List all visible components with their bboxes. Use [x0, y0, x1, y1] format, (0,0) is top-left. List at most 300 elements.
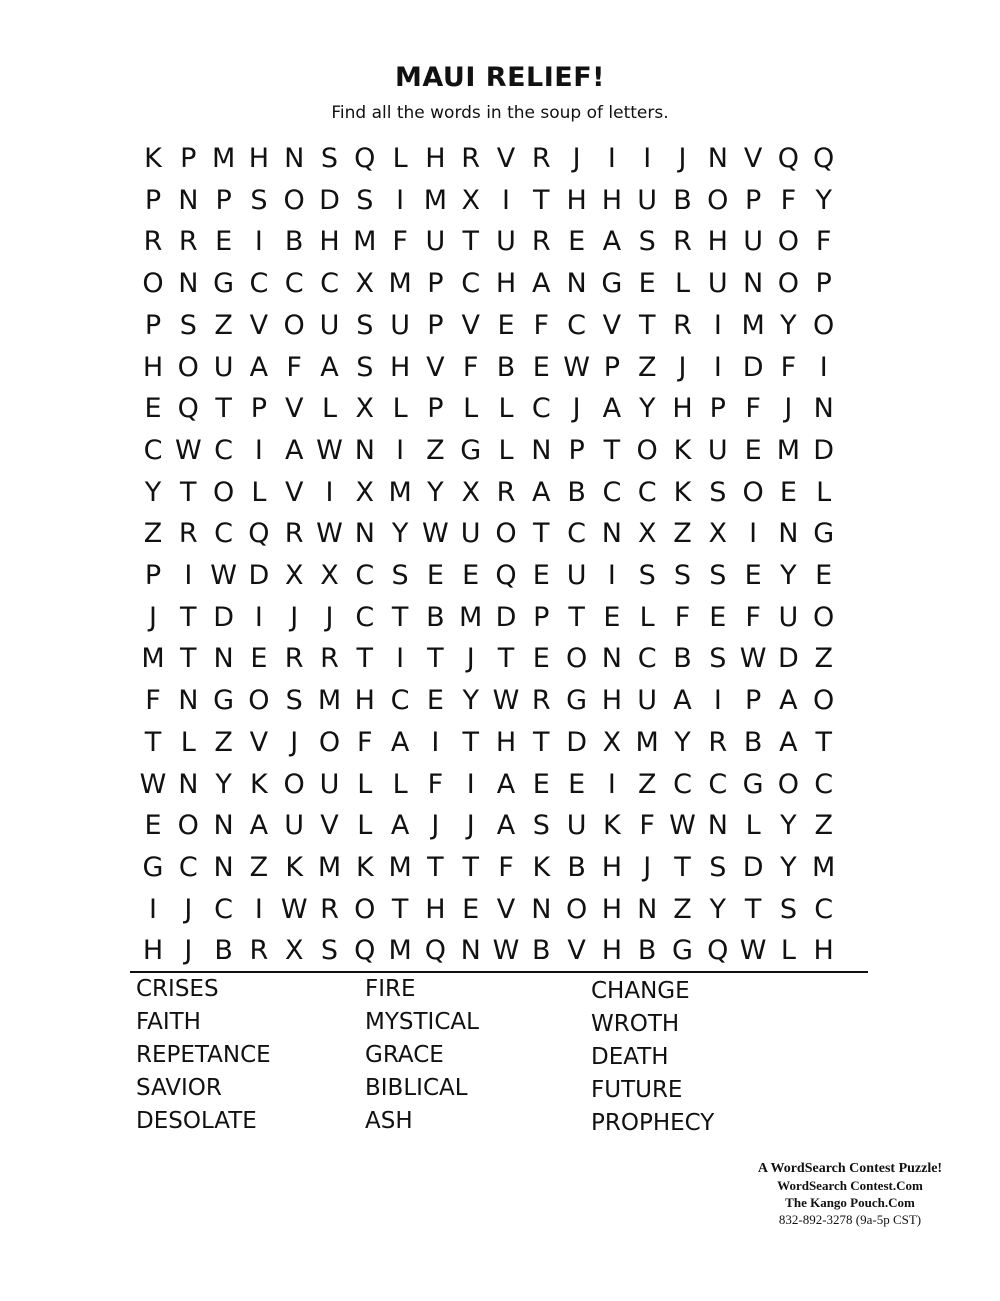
grid-cell[interactable]: W — [139, 768, 167, 800]
grid-cell[interactable]: N — [213, 810, 234, 842]
grid-cell[interactable]: Q — [495, 560, 517, 591]
grid-cell[interactable]: V — [461, 309, 480, 341]
grid-cell[interactable]: W — [563, 351, 590, 383]
grid-cell[interactable]: J — [572, 393, 581, 425]
grid-cell[interactable]: J — [290, 601, 299, 633]
grid-cell[interactable]: K — [603, 810, 621, 842]
grid-cell[interactable]: G — [213, 685, 235, 717]
grid-cell[interactable]: O — [813, 685, 835, 717]
grid-cell[interactable]: Q — [707, 935, 729, 967]
grid-cell[interactable]: I — [254, 434, 263, 466]
grid-cell[interactable]: I — [254, 226, 263, 258]
grid-cell[interactable]: P — [427, 268, 444, 300]
grid-cell[interactable]: W — [739, 643, 767, 675]
grid-cell[interactable]: A — [532, 476, 551, 508]
grid-cell[interactable]: M — [388, 851, 412, 883]
grid-cell[interactable]: W — [669, 810, 696, 842]
grid-cell[interactable]: E — [709, 601, 727, 633]
grid-cell[interactable]: Y — [709, 893, 727, 925]
grid-cell[interactable]: B — [673, 184, 692, 216]
grid-cell[interactable]: Q — [354, 935, 376, 967]
grid-cell[interactable]: A — [249, 810, 269, 842]
grid-cell[interactable]: R — [284, 643, 304, 675]
grid-cell[interactable]: V — [284, 393, 304, 425]
grid-cell[interactable]: A — [390, 726, 410, 758]
grid-cell[interactable]: J — [466, 643, 475, 675]
grid-cell[interactable]: E — [532, 768, 550, 800]
grid-cell[interactable]: D — [566, 726, 587, 758]
grid-cell[interactable]: E — [638, 268, 656, 300]
grid-cell[interactable]: Z — [214, 726, 233, 758]
grid-cell[interactable]: X — [320, 560, 339, 591]
grid-cell[interactable]: S — [532, 810, 550, 842]
grid-cell[interactable]: H — [601, 851, 623, 883]
grid-cell[interactable]: S — [638, 560, 656, 591]
grid-cell[interactable]: L — [392, 393, 408, 425]
grid-cell[interactable]: P — [744, 685, 762, 717]
grid-cell[interactable]: T — [497, 643, 515, 675]
grid-cell[interactable]: E — [426, 685, 444, 717]
grid-cell[interactable]: M — [635, 726, 659, 758]
grid-cell[interactable]: S — [673, 560, 692, 591]
grid-cell[interactable]: C — [355, 560, 375, 591]
grid-cell[interactable]: I — [466, 768, 475, 800]
grid-cell[interactable]: H — [601, 893, 623, 925]
grid-cell[interactable]: N — [637, 893, 658, 925]
grid-cell[interactable]: C — [814, 768, 834, 800]
grid-cell[interactable]: M — [141, 643, 165, 675]
grid-cell[interactable]: O — [318, 726, 341, 758]
grid-cell[interactable]: U — [707, 434, 728, 466]
grid-cell[interactable]: C — [673, 768, 692, 800]
grid-cell[interactable]: T — [533, 184, 550, 216]
grid-cell[interactable]: K — [532, 851, 551, 883]
grid-cell[interactable]: J — [643, 851, 652, 883]
grid-cell[interactable]: M — [776, 434, 801, 466]
grid-cell[interactable]: R — [143, 226, 163, 258]
grid-cell[interactable]: M — [211, 143, 236, 174]
grid-cell[interactable]: B — [426, 601, 445, 633]
grid-cell[interactable]: P — [427, 393, 444, 425]
grid-cell[interactable]: X — [355, 476, 375, 508]
grid-cell[interactable]: F — [780, 351, 797, 383]
grid-cell[interactable]: O — [177, 810, 199, 842]
grid-cell[interactable]: R — [284, 518, 304, 550]
grid-cell[interactable]: C — [637, 476, 657, 508]
grid-cell[interactable]: X — [637, 518, 657, 550]
grid-cell[interactable]: S — [779, 893, 797, 925]
grid-cell[interactable]: M — [459, 601, 483, 633]
grid-cell[interactable]: J — [184, 893, 193, 925]
grid-cell[interactable]: M — [741, 309, 765, 341]
grid-cell[interactable]: Q — [424, 935, 447, 967]
grid-cell[interactable]: N — [460, 935, 481, 967]
grid-cell[interactable]: S — [356, 351, 374, 383]
grid-cell[interactable]: S — [709, 476, 727, 508]
grid-cell[interactable]: G — [672, 935, 693, 967]
grid-cell[interactable]: V — [602, 309, 622, 341]
grid-cell[interactable]: F — [780, 184, 797, 216]
grid-cell[interactable]: Y — [144, 476, 162, 508]
grid-cell[interactable]: B — [496, 351, 516, 383]
grid-cell[interactable]: F — [639, 810, 655, 842]
grid-cell[interactable]: L — [639, 601, 655, 633]
grid-cell[interactable]: C — [214, 518, 234, 550]
grid-cell[interactable]: E — [144, 810, 162, 842]
grid-cell[interactable]: A — [390, 810, 410, 842]
grid-cell[interactable]: C — [320, 268, 339, 300]
grid-cell[interactable]: I — [607, 560, 616, 591]
grid-cell[interactable]: R — [673, 226, 692, 258]
grid-cell[interactable]: U — [460, 518, 481, 550]
grid-cell[interactable]: E — [144, 393, 162, 425]
grid-cell[interactable]: H — [142, 935, 164, 967]
grid-cell[interactable]: S — [320, 935, 339, 967]
grid-cell[interactable]: V — [320, 810, 339, 842]
grid-cell[interactable]: N — [213, 851, 234, 883]
grid-cell[interactable]: J — [184, 935, 193, 967]
grid-cell[interactable]: Q — [177, 393, 199, 425]
grid-cell[interactable]: S — [250, 184, 268, 216]
grid-cell[interactable]: I — [713, 309, 722, 341]
grid-cell[interactable]: H — [813, 935, 834, 967]
grid-cell[interactable]: O — [636, 434, 658, 466]
grid-cell[interactable]: L — [463, 393, 479, 425]
grid-cell[interactable]: S — [356, 309, 374, 341]
grid-cell[interactable]: E — [568, 226, 586, 258]
grid-cell[interactable]: F — [427, 768, 444, 800]
grid-cell[interactable]: B — [284, 226, 304, 258]
grid-cell[interactable]: L — [745, 810, 761, 842]
grid-cell[interactable]: K — [673, 476, 692, 508]
grid-cell[interactable]: L — [357, 768, 373, 800]
grid-cell[interactable]: A — [496, 768, 516, 800]
grid-cell[interactable]: S — [356, 184, 374, 216]
grid-cell[interactable]: T — [427, 643, 444, 675]
grid-cell[interactable]: F — [498, 851, 514, 883]
grid-cell[interactable]: T — [180, 643, 197, 675]
grid-cell[interactable]: T — [462, 226, 479, 258]
grid-cell[interactable]: K — [355, 851, 374, 883]
grid-cell[interactable]: W — [316, 518, 343, 550]
grid-cell[interactable]: O — [813, 309, 835, 341]
grid-cell[interactable]: E — [532, 351, 550, 383]
grid-cell[interactable]: H — [672, 393, 693, 425]
grid-cell[interactable]: X — [708, 518, 728, 550]
grid-cell[interactable]: F — [745, 601, 761, 633]
grid-cell[interactable]: D — [813, 434, 835, 466]
grid-cell[interactable]: J — [325, 601, 334, 633]
grid-cell[interactable]: I — [713, 351, 722, 383]
grid-cell[interactable]: I — [749, 518, 758, 550]
grid-cell[interactable]: T — [391, 893, 409, 925]
grid-cell[interactable]: O — [777, 268, 800, 300]
grid-cell[interactable]: P — [815, 268, 832, 300]
grid-cell[interactable]: U — [319, 768, 340, 800]
grid-cell[interactable]: K — [144, 143, 162, 174]
grid-cell[interactable]: M — [388, 268, 412, 300]
grid-cell[interactable]: V — [249, 309, 269, 341]
grid-cell[interactable]: S — [709, 851, 727, 883]
grid-cell[interactable]: Y — [815, 184, 832, 216]
grid-cell[interactable]: A — [779, 685, 798, 717]
grid-cell[interactable]: T — [674, 851, 691, 883]
grid-cell[interactable]: P — [533, 601, 550, 633]
grid-cell[interactable]: C — [708, 768, 728, 800]
grid-cell[interactable]: M — [423, 184, 448, 216]
grid-cell[interactable]: A — [284, 434, 304, 466]
grid-cell[interactable]: O — [565, 643, 588, 675]
grid-cell[interactable]: Z — [814, 810, 833, 842]
grid-cell[interactable]: H — [248, 143, 270, 174]
grid-cell[interactable]: P — [180, 143, 197, 174]
grid-cell[interactable]: J — [149, 601, 157, 633]
grid-cell[interactable]: O — [777, 226, 800, 258]
grid-cell[interactable]: T — [568, 601, 585, 633]
grid-cell[interactable]: T — [462, 726, 479, 758]
grid-cell[interactable]: O — [248, 685, 270, 717]
grid-cell[interactable]: J — [678, 143, 687, 174]
grid-cell[interactable]: N — [707, 143, 728, 174]
grid-cell[interactable]: E — [426, 560, 444, 591]
grid-cell[interactable]: R — [178, 226, 198, 258]
grid-cell[interactable]: Q — [777, 143, 800, 174]
grid-cell[interactable]: J — [784, 393, 793, 425]
grid-cell[interactable]: N — [742, 268, 764, 300]
grid-cell[interactable]: N — [178, 184, 199, 216]
grid-cell[interactable]: N — [354, 434, 375, 466]
grid-cell[interactable]: Z — [214, 309, 233, 341]
grid-cell[interactable]: O — [212, 476, 235, 508]
grid-cell[interactable]: O — [565, 893, 588, 925]
grid-cell[interactable]: A — [532, 268, 551, 300]
grid-cell[interactable]: N — [178, 268, 199, 300]
grid-cell[interactable]: C — [214, 434, 234, 466]
grid-cell[interactable]: D — [777, 643, 799, 675]
grid-cell[interactable]: N — [531, 893, 552, 925]
grid-cell[interactable]: F — [357, 726, 373, 758]
grid-cell[interactable]: G — [813, 518, 835, 550]
grid-cell[interactable]: M — [388, 476, 412, 508]
grid-cell[interactable]: P — [427, 309, 444, 341]
grid-cell[interactable]: B — [532, 935, 551, 967]
grid-cell[interactable]: H — [389, 351, 411, 383]
grid-cell[interactable]: E — [603, 601, 621, 633]
grid-cell[interactable]: N — [213, 643, 234, 675]
grid-cell[interactable]: I — [643, 143, 652, 174]
grid-cell[interactable]: V — [496, 143, 516, 174]
grid-cell[interactable]: S — [391, 560, 409, 591]
grid-cell[interactable]: B — [214, 935, 233, 967]
grid-cell[interactable]: D — [248, 560, 270, 591]
grid-cell[interactable]: S — [285, 685, 303, 717]
grid-cell[interactable]: V — [496, 893, 516, 925]
grid-cell[interactable]: J — [431, 810, 440, 842]
grid-cell[interactable]: W — [280, 893, 308, 925]
grid-cell[interactable]: O — [354, 893, 376, 925]
grid-cell[interactable]: B — [743, 726, 763, 758]
grid-cell[interactable]: J — [290, 726, 299, 758]
grid-cell[interactable]: P — [568, 434, 585, 466]
grid-cell[interactable]: R — [461, 143, 481, 174]
grid-cell[interactable]: G — [460, 434, 482, 466]
grid-cell[interactable]: X — [602, 726, 622, 758]
grid-cell[interactable]: L — [357, 810, 373, 842]
grid-cell[interactable]: U — [637, 184, 658, 216]
grid-cell[interactable]: N — [813, 393, 834, 425]
grid-cell[interactable]: O — [707, 184, 729, 216]
grid-cell[interactable]: I — [396, 434, 405, 466]
grid-cell[interactable]: J — [466, 810, 475, 842]
grid-cell[interactable]: P — [603, 351, 621, 383]
grid-cell[interactable]: M — [317, 685, 342, 717]
grid-cell[interactable]: D — [495, 601, 517, 633]
grid-cell[interactable]: P — [144, 560, 162, 591]
grid-cell[interactable]: N — [178, 685, 199, 717]
grid-cell[interactable]: C — [814, 893, 834, 925]
grid-cell[interactable]: F — [286, 351, 302, 383]
grid-cell[interactable]: C — [143, 434, 163, 466]
grid-cell[interactable]: Z — [426, 434, 445, 466]
grid-cell[interactable]: O — [283, 309, 305, 341]
grid-cell[interactable]: L — [392, 768, 408, 800]
grid-cell[interactable]: E — [532, 560, 550, 591]
grid-cell[interactable]: U — [566, 560, 587, 591]
grid-cell[interactable]: U — [284, 810, 305, 842]
grid-cell[interactable]: G — [213, 268, 235, 300]
grid-cell[interactable]: B — [673, 643, 692, 675]
grid-cell[interactable]: S — [179, 309, 197, 341]
grid-cell[interactable]: M — [812, 851, 836, 883]
grid-cell[interactable]: X — [284, 560, 304, 591]
grid-cell[interactable]: A — [602, 393, 622, 425]
grid-cell[interactable]: I — [396, 643, 405, 675]
grid-cell[interactable]: X — [355, 268, 375, 300]
grid-cell[interactable]: U — [778, 601, 799, 633]
grid-cell[interactable]: C — [567, 518, 587, 550]
grid-cell[interactable]: I — [431, 726, 440, 758]
grid-cell[interactable]: T — [180, 476, 197, 508]
grid-cell[interactable]: U — [390, 309, 410, 341]
grid-cell[interactable]: I — [819, 351, 828, 383]
grid-cell[interactable]: V — [249, 726, 269, 758]
grid-cell[interactable]: M — [317, 851, 342, 883]
grid-cell[interactable]: R — [249, 935, 269, 967]
grid-cell[interactable]: R — [496, 476, 516, 508]
grid-cell[interactable]: Z — [814, 643, 833, 675]
grid-cell[interactable]: O — [495, 518, 517, 550]
grid-cell[interactable]: H — [601, 935, 623, 967]
grid-cell[interactable]: P — [709, 393, 726, 425]
grid-cell[interactable]: I — [184, 560, 193, 591]
grid-cell[interactable]: W — [492, 935, 520, 967]
grid-cell[interactable]: B — [637, 935, 657, 967]
grid-cell[interactable]: W — [492, 685, 520, 717]
grid-cell[interactable]: H — [354, 685, 375, 717]
grid-cell[interactable]: T — [744, 893, 762, 925]
grid-cell[interactable]: S — [320, 143, 339, 174]
grid-cell[interactable]: T — [815, 726, 832, 758]
grid-cell[interactable]: L — [780, 935, 796, 967]
grid-cell[interactable]: Y — [638, 393, 656, 425]
grid-cell[interactable]: T — [603, 434, 621, 466]
grid-cell[interactable]: W — [316, 434, 343, 466]
grid-cell[interactable]: B — [567, 476, 586, 508]
grid-cell[interactable]: U — [566, 810, 587, 842]
grid-cell[interactable]: A — [496, 810, 516, 842]
grid-cell[interactable]: Z — [637, 351, 657, 383]
grid-cell[interactable]: R — [531, 685, 551, 717]
grid-cell[interactable]: I — [713, 685, 722, 717]
grid-cell[interactable]: U — [707, 268, 728, 300]
grid-cell[interactable]: T — [356, 643, 374, 675]
grid-cell[interactable]: V — [284, 476, 304, 508]
grid-cell[interactable]: X — [461, 476, 480, 508]
letter-grid[interactable] — [135, 138, 870, 978]
grid-cell[interactable]: I — [396, 184, 405, 216]
grid-cell[interactable]: Z — [673, 518, 692, 550]
grid-cell[interactable]: Q — [248, 518, 270, 550]
grid-cell[interactable]: S — [709, 560, 727, 591]
grid-cell[interactable]: C — [214, 893, 234, 925]
grid-cell[interactable]: I — [325, 476, 334, 508]
grid-cell[interactable]: N — [601, 518, 622, 550]
grid-cell[interactable]: T — [533, 726, 550, 758]
grid-cell[interactable]: U — [496, 226, 516, 258]
grid-cell[interactable]: N — [707, 810, 728, 842]
grid-cell[interactable]: H — [707, 226, 728, 258]
grid-cell[interactable]: C — [178, 851, 198, 883]
grid-cell[interactable]: F — [462, 351, 479, 383]
grid-cell[interactable]: F — [674, 601, 691, 633]
grid-cell[interactable]: R — [673, 309, 692, 341]
grid-cell[interactable]: X — [461, 184, 480, 216]
grid-cell[interactable]: F — [392, 226, 408, 258]
grid-cell[interactable]: Z — [249, 851, 269, 883]
grid-cell[interactable]: M — [388, 935, 412, 967]
grid-cell[interactable]: E — [462, 560, 480, 591]
grid-cell[interactable]: E — [497, 309, 515, 341]
grid-cell[interactable]: T — [462, 851, 479, 883]
grid-cell[interactable]: G — [142, 851, 164, 883]
grid-cell[interactable]: P — [144, 184, 162, 216]
grid-cell[interactable]: T — [215, 393, 232, 425]
grid-cell[interactable]: C — [531, 393, 551, 425]
grid-cell[interactable]: D — [742, 351, 764, 383]
grid-cell[interactable]: R — [320, 893, 339, 925]
grid-cell[interactable]: U — [637, 685, 658, 717]
grid-cell[interactable]: L — [180, 726, 196, 758]
grid-cell[interactable]: Z — [143, 518, 163, 550]
grid-cell[interactable]: B — [567, 851, 586, 883]
grid-cell[interactable]: H — [425, 143, 446, 174]
grid-cell[interactable]: H — [495, 726, 517, 758]
grid-cell[interactable]: O — [777, 768, 800, 800]
grid-cell[interactable]: Z — [673, 893, 692, 925]
grid-cell[interactable]: R — [708, 726, 728, 758]
grid-cell[interactable]: O — [283, 768, 305, 800]
grid-cell[interactable]: P — [250, 393, 268, 425]
grid-cell[interactable]: C — [284, 268, 304, 300]
grid-cell[interactable]: E — [532, 643, 550, 675]
grid-cell[interactable]: E — [744, 434, 762, 466]
grid-cell[interactable]: N — [531, 434, 552, 466]
grid-cell[interactable]: L — [392, 143, 408, 174]
grid-cell[interactable]: L — [498, 434, 514, 466]
grid-cell[interactable]: F — [745, 393, 761, 425]
grid-cell[interactable]: N — [566, 268, 587, 300]
grid-cell[interactable]: W — [174, 434, 202, 466]
